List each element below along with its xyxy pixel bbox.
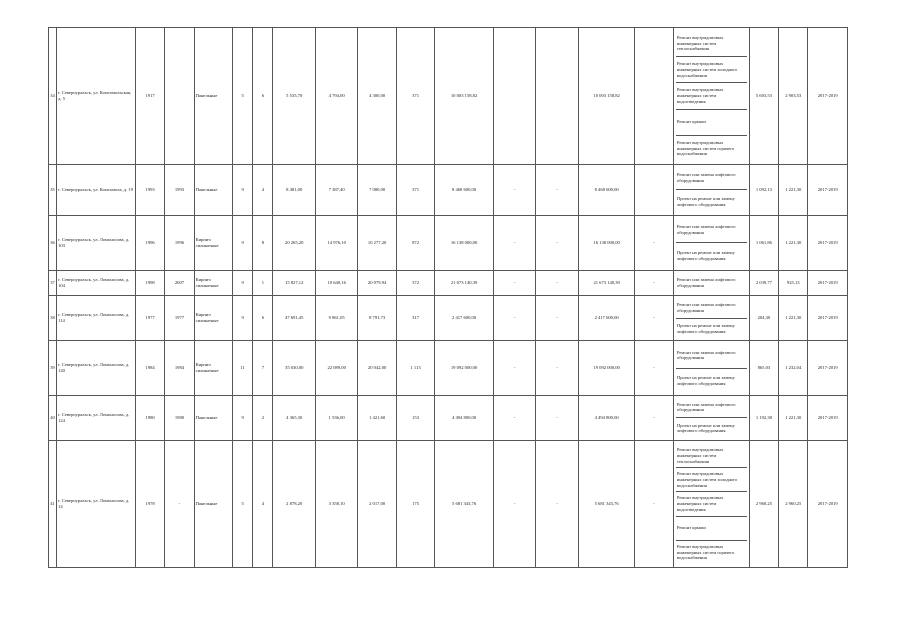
row-cost-total: 8 468 600,00 (435, 165, 494, 215)
row-year-built: 1996 (135, 215, 164, 271)
row-cost-total: 2 417 600,00 (435, 295, 494, 340)
table-row (49, 441, 848, 568)
row-area-total: 47 691,45 (273, 295, 315, 340)
row-unit-cost: 204,30 (749, 295, 778, 340)
row-year-commissioned: 1996 (165, 215, 194, 271)
row-year-built: 1978 (135, 441, 164, 568)
work-item: Ремонт внутридомовых инженерных систем водоотведения (676, 492, 747, 516)
row-address: г. Североуральск, ул. Комсомольская, д. 5 (57, 28, 136, 165)
row-entrances: 2 (253, 395, 273, 440)
row-period: 2017-2019 (808, 341, 848, 396)
row-address: г. Североуральск, ул. Ломоносова, д. 114 (57, 295, 136, 340)
row-works (673, 271, 749, 296)
row-cost-total: 10 003 158,82 (435, 28, 494, 165)
row-area-total: 5 535,70 (273, 28, 315, 165)
row-limit-cost: 1 221,30 (779, 165, 808, 215)
row-entrances: 4 (253, 441, 273, 568)
work-item: Ремонт внутридомовых инженерных систем холодного водоснабжения (676, 57, 747, 83)
row-limit-cost: 1 232,04 (779, 341, 808, 396)
row-residents: 153 (396, 395, 434, 440)
work-item: Ремонт внутридомовых инженерных систем теплоснабжения (676, 31, 747, 57)
row-works (673, 295, 749, 340)
row-cost-budget: - (536, 271, 578, 296)
work-item: Ремонт внутридомовых инженерных систем теплоснабжения (676, 444, 747, 468)
row-floors: 9 (233, 395, 253, 440)
work-item: Ремонт внутридомовых инженерных систем горячего водоснабжения (676, 139, 735, 157)
work-item: Проект на ремонт или замену лифтового оборудования (676, 322, 735, 334)
row-cost-fund: - (493, 441, 535, 568)
row-cost-budget: - (536, 165, 578, 215)
row-area-total: 20 265,20 (273, 215, 315, 271)
row-cost-budget: - (536, 215, 578, 271)
work-item: Ремонт крыши (676, 517, 747, 541)
row-year-commissioned: - (165, 441, 194, 568)
table-row (49, 295, 848, 340)
capital-repair-register-table (48, 27, 848, 568)
row-unit-cost: 1 192,38 (749, 395, 778, 440)
row-cost-fund: - (493, 271, 535, 296)
row-year-built: 1984 (135, 341, 164, 396)
row-address: г. Североуральск, ул. Ломоносова, д. 103 (57, 215, 136, 271)
row-cost-owners: 19 092 000,00 (578, 341, 635, 396)
row-area-nonliving: 20 042,00 (358, 341, 396, 396)
row-cost-other (635, 28, 673, 165)
row-limit-cost: 1 221,30 (779, 395, 808, 440)
row-entrances: 4 (253, 165, 273, 215)
row-limit-cost: 1 221,30 (779, 215, 808, 271)
row-address: г. Североуральск, ул. Ломоносова, д. 120 (57, 341, 136, 396)
row-floors: 9 (233, 215, 253, 271)
row-period: 2017-2019 (808, 28, 848, 165)
works-list (676, 273, 747, 294)
work-item: Проект на ремонт или замену лифтового оборудования (676, 250, 735, 261)
row-cost-total: 21 673 140,39 (435, 271, 494, 296)
row-residents: 371 (396, 28, 434, 165)
row-area-nonliving: 7 080,00 (358, 165, 396, 215)
row-area-nonliving: 4 300,00 (358, 28, 396, 165)
work-item: Ремонт крыши (676, 110, 747, 136)
row-residents: 372 (396, 271, 434, 296)
row-year-commissioned: 1993 (165, 165, 194, 215)
row-area-nonliving: 1 421,60 (358, 395, 396, 440)
row-floors: 9 (233, 295, 253, 340)
row-residents: 175 (396, 441, 434, 568)
works-list (676, 167, 747, 213)
row-number: 38 (49, 295, 57, 340)
row-year-built: 1980 (135, 395, 164, 440)
row-area-nonliving: 20 079,94 (358, 271, 396, 296)
row-number: 41 (49, 441, 57, 568)
row-cost-owners: 21 673 140,39 (578, 271, 635, 296)
row-works (673, 28, 749, 165)
row-unit-cost: 2 039,77 (749, 271, 778, 296)
work-item: Ремонт или замена лифтового оборудования (676, 343, 747, 369)
row-unit-cost: 865,03 (749, 341, 778, 396)
row-area-living: 4 794,00 (315, 28, 357, 165)
row-area-nonliving: 8 791,73 (358, 295, 396, 340)
row-limit-cost: 925,13 (779, 271, 808, 296)
row-cost-other: - (635, 341, 673, 396)
row-cost-budget: - (536, 395, 578, 440)
row-wall-material: Кирпич силикатные (194, 215, 232, 271)
table-row (49, 395, 848, 440)
row-cost-total: 5 681 343,76 (435, 441, 494, 568)
row-year-commissioned: 1984 (165, 341, 194, 396)
row-cost-total: 19 092 000,00 (435, 341, 494, 396)
row-cost-other (635, 165, 673, 215)
row-unit-cost: 5 603,53 (749, 28, 778, 165)
row-cost-owners: 16 138 000,00 (578, 215, 635, 271)
row-works (673, 215, 749, 271)
row-cost-owners: 5 681 343,76 (578, 441, 635, 568)
row-cost-fund: - (493, 165, 535, 215)
row-cost-owners: 4 494 800,00 (578, 395, 635, 440)
row-wall-material: Панельные (194, 395, 232, 440)
row-wall-material: Кирпич силикатные (194, 295, 232, 340)
table-row (49, 28, 848, 165)
row-area-nonliving: 2 017,00 (358, 441, 396, 568)
row-area-living: 1 536,00 (315, 395, 357, 440)
row-wall-material: Кирпич силикатные (194, 341, 232, 396)
row-cost-total: 16 138 000,00 (435, 215, 494, 271)
row-address: г. Североуральск, ул. Ломоносова, д. 124 (57, 395, 136, 440)
row-year-commissioned: 1980 (165, 395, 194, 440)
table-row (49, 341, 848, 396)
row-number: 35 (49, 165, 57, 215)
row-unit-cost: 2 960,25 (749, 441, 778, 568)
row-cost-fund: - (493, 295, 535, 340)
work-item: Ремонт внутридомовых инженерных систем водоотведения (676, 83, 747, 109)
works-list (676, 298, 747, 339)
row-year-commissioned: 2007 (165, 271, 194, 296)
row-number: 36 (49, 215, 57, 271)
row-wall-material: Панельные (194, 165, 232, 215)
row-number: 37 (49, 271, 57, 296)
row-number: 39 (49, 341, 57, 396)
row-year-built: 1977 (135, 295, 164, 340)
row-cost-budget (536, 28, 578, 165)
row-limit-cost: 2 903,53 (779, 28, 808, 165)
row-area-total: 8 481,00 (273, 165, 315, 215)
row-year-built: 1998 (135, 271, 164, 296)
row-year-built: 1917 (135, 28, 164, 165)
row-wall-material: Панельные (194, 28, 232, 165)
row-works (673, 165, 749, 215)
row-area-living: 3 358,10 (315, 441, 357, 568)
row-area-nonliving: 10 277,20 (358, 215, 396, 271)
row-cost-budget: - (536, 441, 578, 568)
row-floors: 11 (233, 341, 253, 396)
row-area-living: 22 089,00 (315, 341, 357, 396)
row-area-total: 4 365,30 (273, 395, 315, 440)
row-cost-budget: - (536, 295, 578, 340)
row-address: г. Североуральск, ул. Комсомола, д. 19 (57, 165, 136, 215)
row-area-living: 9 861,05 (315, 295, 357, 340)
row-cost-other: - (635, 441, 673, 568)
work-item: Проект на ремонт или замену лифтового оборудования (676, 195, 735, 207)
row-area-total: 2 878,20 (273, 441, 315, 568)
row-year-commissioned (165, 28, 194, 165)
row-wall-material: Кирпич силикатные (194, 271, 232, 296)
works-list (676, 444, 747, 564)
work-item: Ремонт или замена лифтового оборудования (676, 217, 747, 243)
row-area-living: 14 976,10 (315, 215, 357, 271)
row-entrances: 7 (253, 341, 273, 396)
row-unit-cost: 1 092,13 (749, 165, 778, 215)
work-item: Ремонт внутридомовых инженерных систем холодного водоснабжения (676, 468, 747, 492)
row-residents: 317 (396, 295, 434, 340)
row-cost-owners: 2 417 600,00 (578, 295, 635, 340)
row-works (673, 341, 749, 396)
row-limit-cost: 1 221,30 (779, 295, 808, 340)
row-floors: 9 (233, 165, 253, 215)
row-cost-owners: 10 003 158,82 (578, 28, 635, 165)
row-cost-budget: - (536, 341, 578, 396)
works-list (676, 31, 747, 161)
row-cost-other: - (635, 215, 673, 271)
row-cost-other: - (635, 271, 673, 296)
row-cost-owners: 8 468 600,00 (578, 165, 635, 215)
row-entrances: 1 (253, 271, 273, 296)
row-residents: 371 (396, 165, 434, 215)
row-period: 2017-2019 (808, 295, 848, 340)
row-area-living: 7 387,40 (315, 165, 357, 215)
row-residents: 1 113 (396, 341, 434, 396)
row-entrances: 6 (253, 295, 273, 340)
row-number: 34 (49, 28, 57, 165)
table-row (49, 271, 848, 296)
row-residents: 872 (396, 215, 434, 271)
row-period: 2017-2019 (808, 395, 848, 440)
work-item: Ремонт или замена лифтового оборудования (676, 277, 736, 289)
row-cost-fund: - (493, 341, 535, 396)
work-item: Ремонт или замена лифтового оборудования (676, 397, 747, 418)
row-works (673, 441, 749, 568)
row-year-commissioned: 1977 (165, 295, 194, 340)
row-unit-cost: 1 061,86 (749, 215, 778, 271)
row-cost-fund: - (493, 395, 535, 440)
row-cost-fund (493, 28, 535, 165)
row-wall-material: Панельные (194, 441, 232, 568)
row-cost-other: - (635, 295, 673, 340)
row-cost-fund: - (493, 215, 535, 271)
row-address: г. Североуральск, ул. Ломоносова, д. 14 (57, 441, 136, 568)
work-item: Ремонт или замена лифтового оборудования (676, 167, 747, 191)
row-cost-total: 4 494 800,00 (435, 395, 494, 440)
table-row (49, 215, 848, 271)
row-entrances: 8 (253, 215, 273, 271)
row-period: 2017-2019 (808, 271, 848, 296)
row-floors: 9 (233, 271, 253, 296)
works-list (676, 343, 747, 393)
row-cost-other: - (635, 395, 673, 440)
work-item: Проект на ремонт или замену лифтового оборудования (676, 375, 735, 386)
row-entrances: 6 (253, 28, 273, 165)
row-area-living: 10 640,16 (315, 271, 357, 296)
table-row (49, 165, 848, 215)
row-year-built: 1993 (135, 165, 164, 215)
work-item: Ремонт или замена лифтового оборудования (676, 298, 747, 319)
row-period: 2017-2019 (808, 165, 848, 215)
row-floors: 5 (233, 28, 253, 165)
work-item: Проект на ремонт или замену лифтового оборудования (676, 422, 735, 434)
row-works (673, 395, 749, 440)
row-limit-cost: 2 960,25 (779, 441, 808, 568)
work-item: Ремонт внутридомовых инженерных систем горячего водоснабжения (676, 543, 735, 561)
works-list (676, 397, 747, 438)
row-period: 2017-2019 (808, 215, 848, 271)
row-number: 40 (49, 395, 57, 440)
row-area-total: 15 827,12 (273, 271, 315, 296)
works-list (676, 217, 747, 268)
row-address: г. Североуральск, ул. Ломоносова, д. 104 (57, 271, 136, 296)
row-area-total: 35 030,00 (273, 341, 315, 396)
row-floors: 5 (233, 441, 253, 568)
row-period: 2017-2019 (808, 441, 848, 568)
